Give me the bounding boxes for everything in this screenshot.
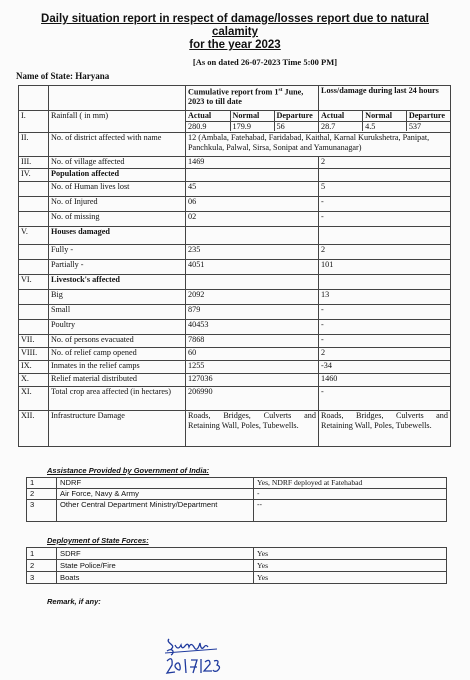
- assistance-title: Assistance Provided by Government of India:: [47, 466, 210, 475]
- title-line-1: Daily situation report in respect of damage/losses report due to natural calamity: [41, 13, 429, 38]
- infrastructure-cum: Roads, Bridges, Culverts and Retaining Wall, Poles, Tubewells.: [186, 411, 319, 447]
- livestock-label: Livestock's affected: [49, 275, 186, 290]
- rainfall-label: Rainfall ( in mm): [49, 111, 186, 133]
- table-row: Big: [49, 290, 186, 305]
- cum-departure: 56: [276, 121, 285, 131]
- state-forces-title: Deployment of State Forces:: [47, 536, 149, 545]
- villages-last: 2: [319, 157, 451, 169]
- last-departure: 537: [408, 121, 422, 131]
- districts-label: No. of district affected with name: [49, 133, 186, 157]
- inmates-label: Inmates in the relief camps: [49, 361, 186, 374]
- houses-label: Houses damaged: [49, 227, 186, 245]
- cum-normal: 179.9: [230, 121, 274, 131]
- report-title: [30, 13, 440, 52]
- last-normal: 4.5: [363, 121, 407, 131]
- population-label: Population affected: [49, 169, 186, 182]
- assistance-table: 1 NDRF Yes, NDRF deployed at Fatehabad 2 Air Force, Navy & Army - 3 Other Central Department Ministry/Department --: [26, 477, 447, 522]
- cumulative-header: Cumulative report from 1st June, 2023 to till date: [186, 86, 319, 111]
- crop-area-label: Total crop area affected (in hectares): [49, 387, 186, 411]
- last24-header: Loss/damage during last 24 hours: [319, 86, 451, 111]
- villages-label: No. of village affected: [49, 157, 186, 169]
- villages-cum: 1469: [186, 157, 319, 169]
- handwritten-signature: [163, 633, 225, 675]
- table-row: Air Force, Navy & Army: [57, 489, 254, 500]
- table-row: Other Central Department Ministry/Department: [57, 500, 254, 522]
- table-row: No. of missing: [49, 212, 186, 227]
- relief-material-label: Relief material distributed: [49, 374, 186, 387]
- table-row: Small: [49, 305, 186, 320]
- rainfall-last24: Actual Normal Departure 28.7 4.5 537: [319, 111, 450, 131]
- table-row: Poultry: [49, 320, 186, 335]
- table-row: No. of Human lives lost: [49, 182, 186, 197]
- table-row: Boats: [57, 572, 254, 584]
- remark-label: Remark, if any:: [47, 597, 101, 606]
- state-forces-table: 1 SDRF Yes 2 State Police/Fire Yes 3 Boats Yes: [26, 547, 447, 584]
- cum-actual: 280.9: [186, 121, 230, 131]
- last-actual: 28.7: [319, 121, 363, 131]
- state-name: Name of State: Haryana: [16, 71, 110, 81]
- table-row: State Police/Fire: [57, 560, 254, 572]
- damage-report-table: Cumulative report from 1st June, 2023 to till date Loss/damage during last 24 hours I. Rainfall ( in mm) Actual Normal Departure 280.9 179.9 56 Actual Normal Departure 28.7 4.5 537 II. No. of district affected with name 12 (Ambala, Fatehabad, Faridabad, Kaithal, Karnal Kurukshetra, Panipat, Panchkula, Palwal, Sirsa, Sonipat and Yamunanagar) III. No. of village affected 1469 2 IV. Population affected No. of Human lives lost 45 5 No. of Injured 06 - No. of missing 02 - V. Houses damaged Fully - 235 2 Partially - 4051 101 VI. Livestock's affected Big 2092 13 Small 879 - Poultry 40453 - VII. No. of persons evacuated 7868 - VIII. No. of relief camp opened 60 2 IX. Inmates in the relief camps 1255 -34 X. Relief material distributed 127036 1460 XI. Total crop area affected (in hectares) 206990 - XII. Infrastructure Damage Roads, Bridges, Culverts and Retaining Wall, Poles, Tubewells. Roads, Bridges, Culverts and Retaining Wall, Poles, Tubewells.: [18, 85, 451, 447]
- table-row: No. of Injured: [49, 197, 186, 212]
- row-number: I.: [19, 111, 49, 133]
- rainfall-cumulative: Actual Normal Departure 280.9 179.9 56: [186, 111, 318, 131]
- relief-camps-label: No. of relief camp opened: [49, 348, 186, 361]
- infrastructure-label: Infrastructure Damage: [49, 411, 186, 447]
- as-on-date: [As on dated 26-07-2023 Time 5:00 PM]: [192, 57, 338, 67]
- evacuated-label: No. of persons evacuated: [49, 335, 186, 348]
- districts-value: 12 (Ambala, Fatehabad, Faridabad, Kaithal, Karnal Kurukshetra, Panipat, Panchkula, Palwal, Sirsa, Sonipat and Yamunanagar): [186, 133, 451, 157]
- table-row: NDRF: [57, 478, 254, 489]
- table-row: Fully -: [49, 245, 186, 260]
- table-row: SDRF: [57, 548, 254, 560]
- title-line-2: for the year 2023: [189, 39, 281, 51]
- infrastructure-last: Roads, Bridges, Culverts and Retaining Wall, Poles, Tubewells.: [319, 411, 451, 447]
- table-row: Partially -: [49, 260, 186, 275]
